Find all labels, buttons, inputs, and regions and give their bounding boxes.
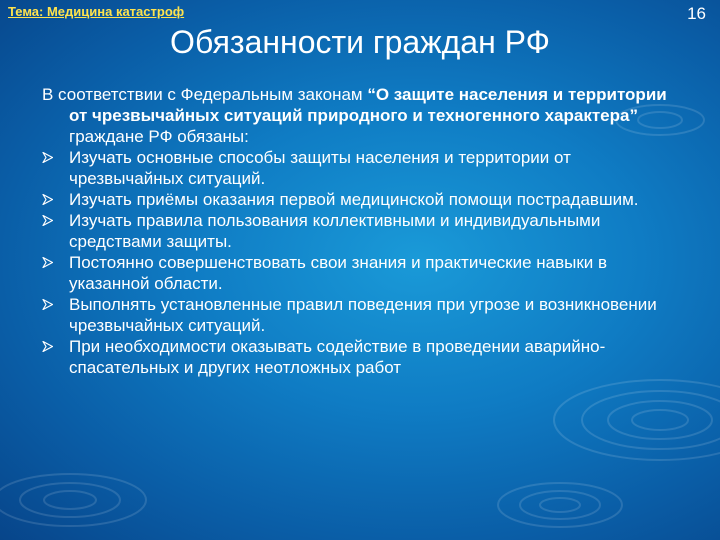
arrowhead-bullet-icon (42, 341, 53, 352)
slide-title: Обязанности граждан РФ (170, 24, 550, 60)
list-item-text: При необходимости оказывать содействие в проведении аварийно-спасательных и других неотложных работ (69, 337, 606, 377)
list-item (42, 336, 670, 378)
slide-body (42, 84, 670, 378)
list-item (42, 147, 670, 189)
list-item-text: Изучать основные способы защиты населения и территории от чрезвычайных ситуаций. (69, 148, 571, 188)
slide-number: 16 (687, 4, 706, 23)
list-item (42, 189, 670, 210)
list-item-text: Выполнять установленные правил поведения при угрозе и возникновении чрезвычайных ситуаций. (69, 295, 657, 335)
arrowhead-bullet-icon (42, 215, 53, 226)
arrowhead-bullet-icon (42, 152, 53, 163)
list-item-text: Изучать приёмы оказания первой медицинской помощи пострадавшим. (69, 190, 639, 209)
intro-prefix: В соответствии с Федеральным законам (42, 85, 368, 104)
list-item (42, 252, 670, 294)
topic-link[interactable]: Тема: Медицина катастроф (8, 4, 185, 19)
list-item-text: Постоянно совершенствовать свои знания и практические навыки в указанной области. (69, 253, 608, 293)
list-item-text: Изучать правила пользования коллективными и индивидуальными средствами защиты. (69, 211, 601, 251)
law-title: “О защите населения и территории от чрезвычайных ситуаций природного и техногенного характера” (69, 85, 667, 125)
arrowhead-bullet-icon (42, 194, 53, 205)
arrowhead-bullet-icon (42, 299, 53, 310)
list-item (42, 210, 670, 252)
intro-suffix: граждане РФ обязаны: (69, 127, 249, 146)
duties-list (42, 147, 670, 378)
list-item (42, 294, 670, 336)
arrowhead-bullet-icon (42, 257, 53, 268)
intro-paragraph (42, 84, 670, 147)
